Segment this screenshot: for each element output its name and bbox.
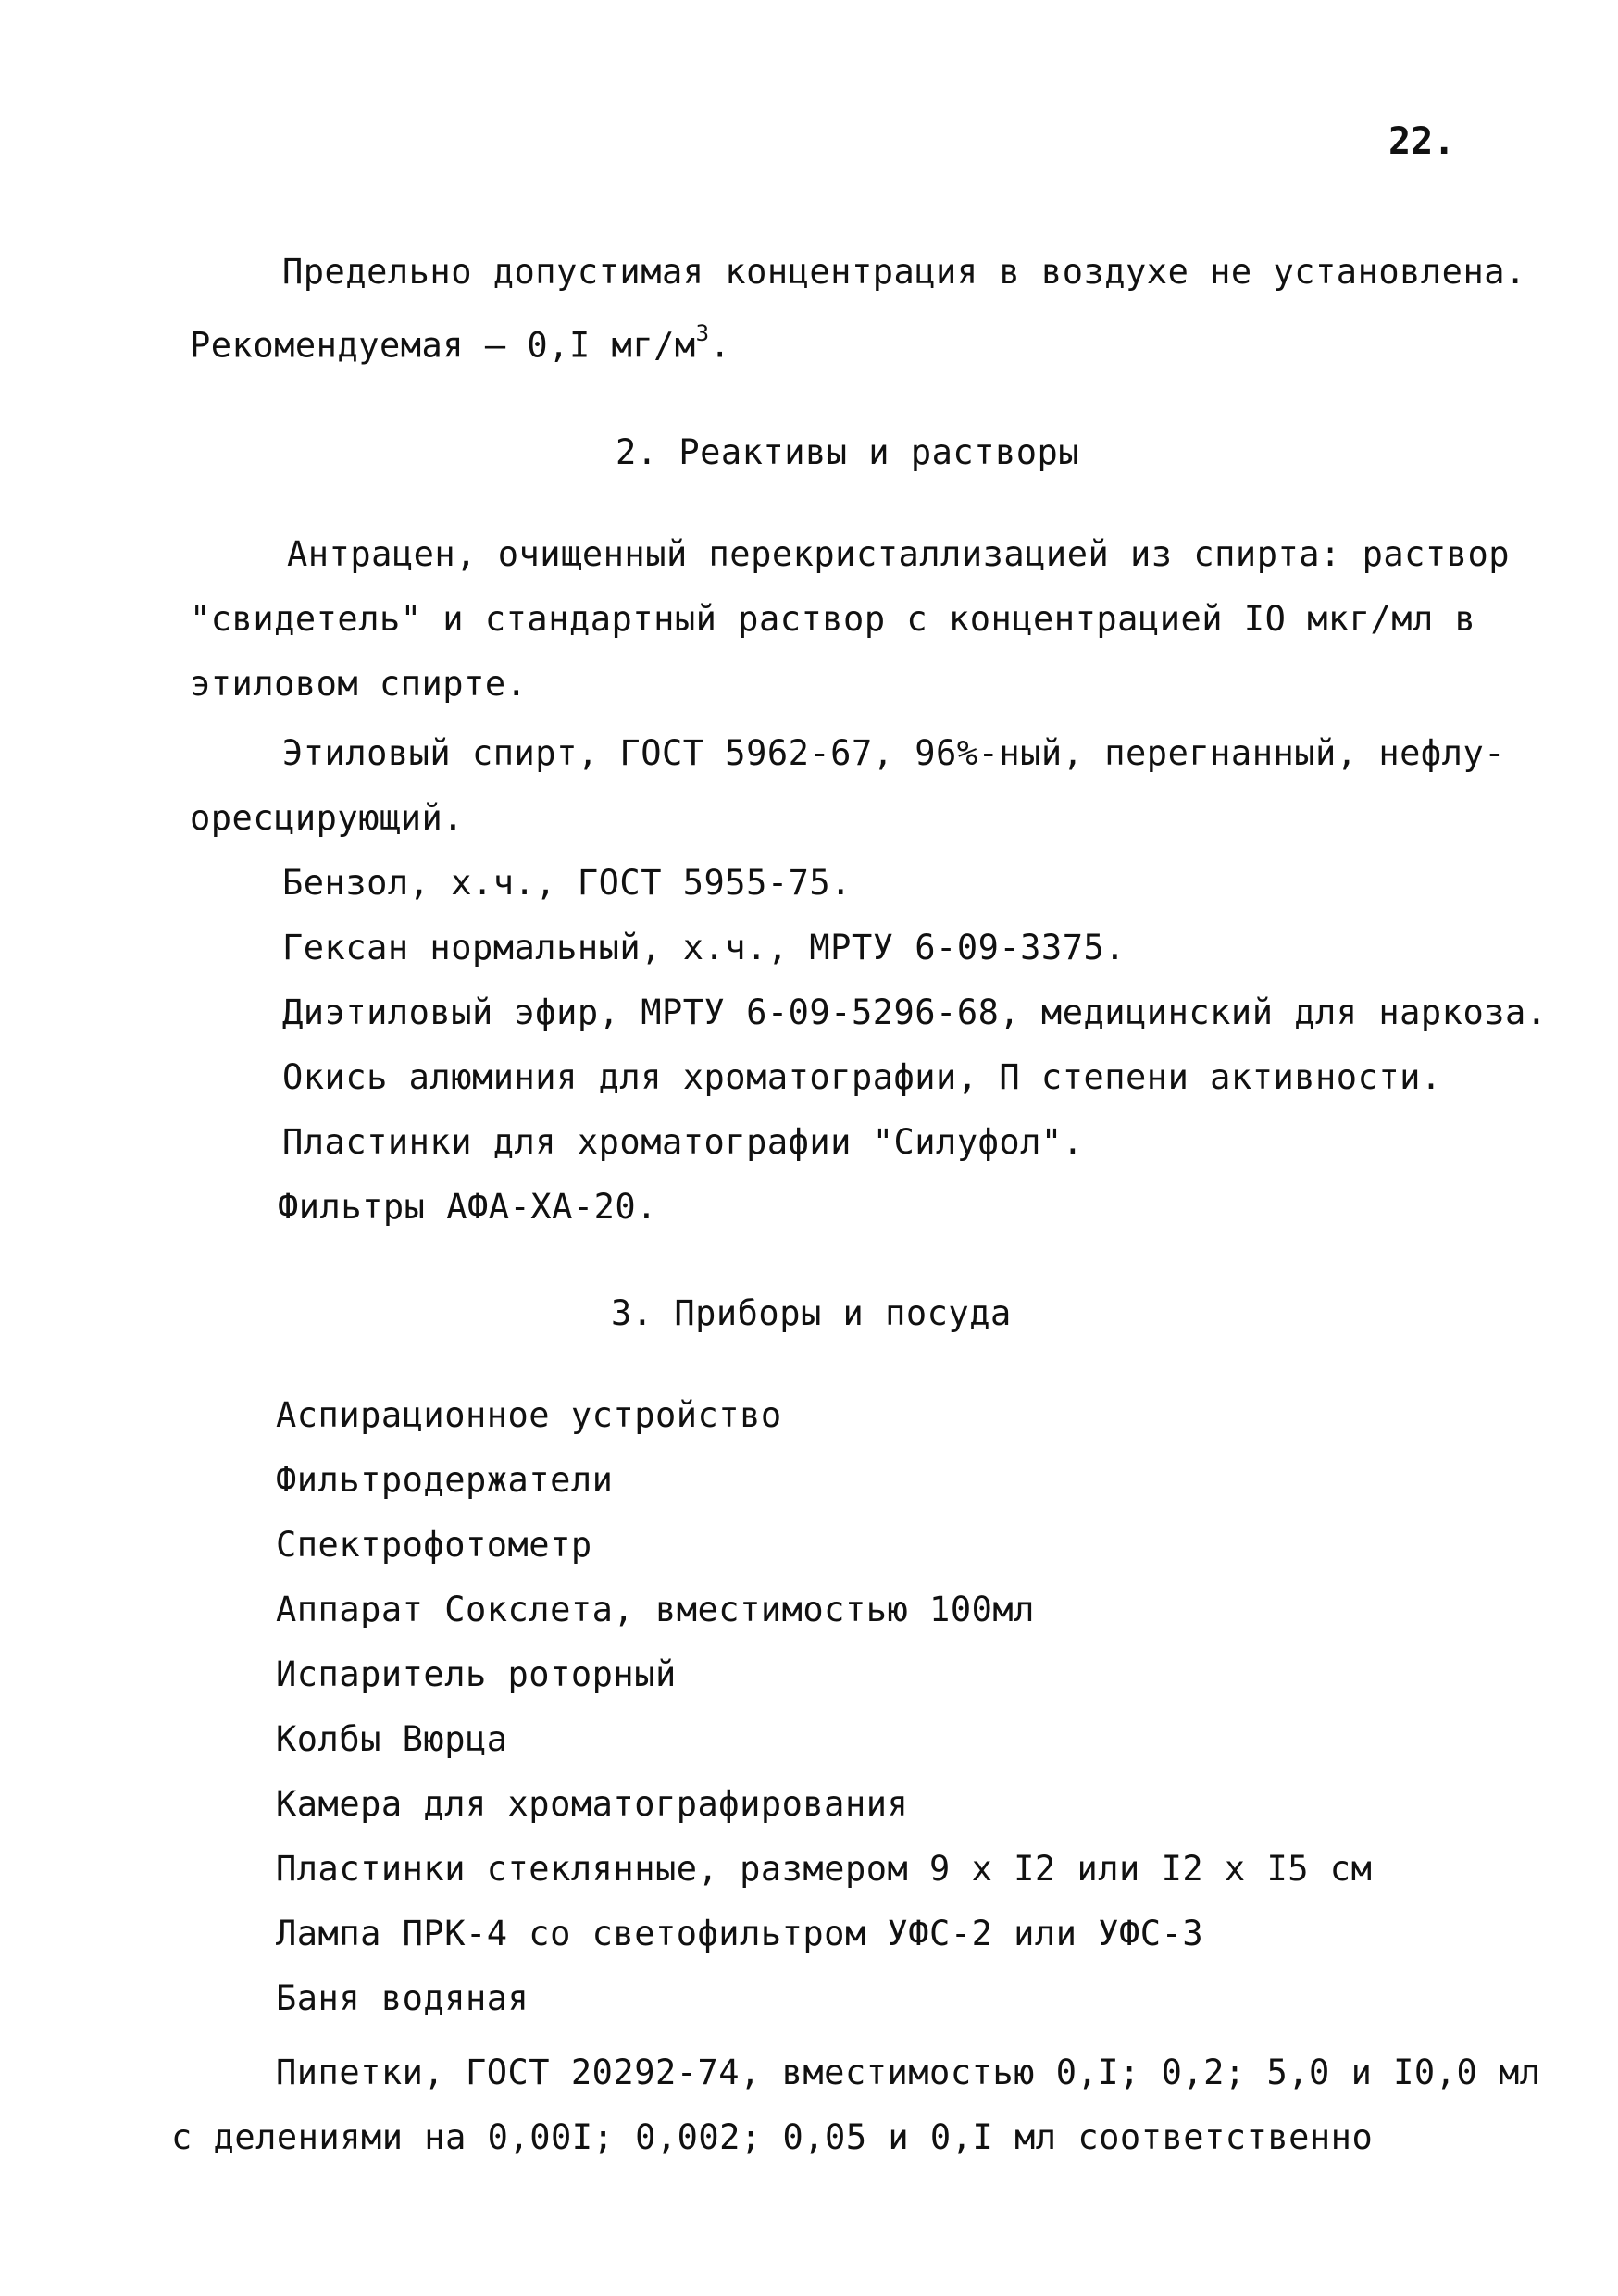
section-2-line: Диэтиловый эфир, МРТУ 6-09-5296-68, медицинский для наркоза.: [282, 992, 1548, 1032]
section-2-line: Гексан нормальный, х.ч., МРТУ 6-09-3375.: [282, 928, 1126, 967]
section-2-line: Антрацен, очищенный перекристаллизацией из спирта: раствор: [287, 534, 1511, 574]
intro-line-1: Предельно допустимая концентрация в воздухе не установлена.: [282, 252, 1526, 292]
section-3-line: Колбы Вюрца: [276, 1719, 508, 1759]
section-3-line: Фильтродержатели: [276, 1460, 614, 1500]
intro-line-2-end: .: [709, 325, 731, 366]
section-3-line: Испаритель роторный: [276, 1654, 677, 1694]
section-3-line: Пластинки стеклянные, размером 9 х I2 или I2 х I5 см: [276, 1849, 1373, 1889]
section-2-line: "свидетель" и стандартный раствор с концентрацией IO мкг/мл в: [190, 599, 1476, 639]
section-3-line: с делениями на 0,00I; 0,002; 0,05 и 0,I мл соответственно: [171, 2117, 1374, 2157]
section-2-line: Пластинки для хроматографии "Силуфол".: [282, 1122, 1084, 1162]
section-2-line: оресцирующий.: [190, 798, 465, 838]
section-3-line: Пипетки, ГОСТ 20292-74, вместимостью 0,I; 0,2; 5,0 и I0,0 мл: [276, 2053, 1541, 2092]
section-2-line: Окись алюминия для хроматографии, П степени активности.: [282, 1057, 1442, 1097]
intro-line-2: [190, 315, 730, 368]
section-3-line: Баня водяная: [276, 1978, 529, 2018]
section-3-line: Лампа ПРК-4 со светофильтром УФС-2 или УФС-3: [276, 1914, 1204, 1953]
section-3-line: Камера для хроматографирования: [276, 1784, 909, 1824]
section-3-line: Аппарат Сокслета, вместимостью 100мл: [276, 1590, 1035, 1629]
section-3-line: Спектрофотометр: [276, 1525, 592, 1565]
intro-line-2-superscript: 3: [695, 320, 710, 346]
intro-line-2-text: Рекомендуемая – 0,I мг/м: [190, 325, 696, 366]
section-2-heading: 2. Реактивы и растворы: [616, 432, 1080, 472]
section-2-line: Этиловый спирт, ГОСТ 5962-67, 96%-ный, перегнанный, нефлу-: [282, 733, 1506, 773]
section-2-line: Фильтры АФА-ХА-20.: [278, 1187, 657, 1227]
section-2-line: Бензол, х.ч., ГОСТ 5955-75.: [282, 863, 852, 903]
section-2-line: этиловом спирте.: [190, 664, 528, 704]
section-3-line: Аспирационное устройство: [276, 1395, 782, 1435]
section-3-heading: 3. Приборы и посуда: [611, 1293, 1012, 1333]
page-number: 22.: [1388, 120, 1456, 163]
